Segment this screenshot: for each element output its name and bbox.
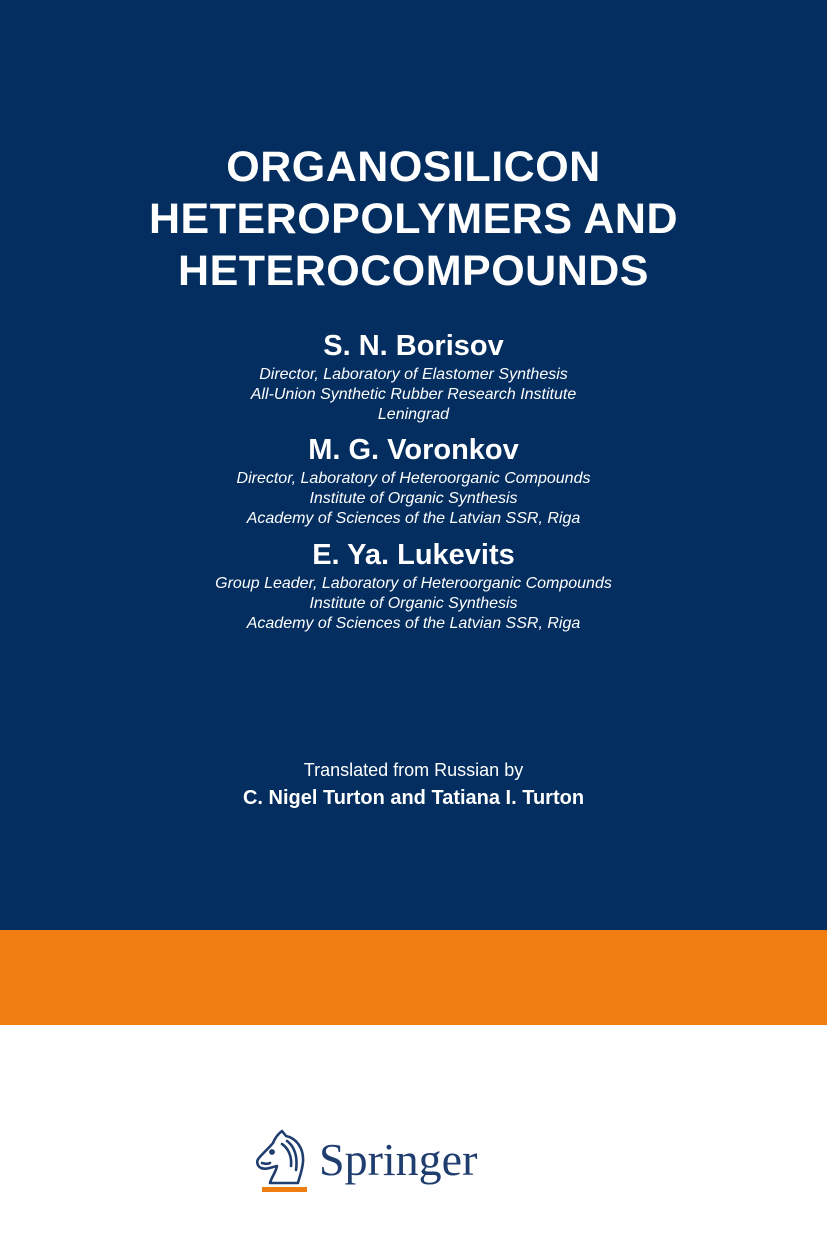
title-line: ORGANOSILICON — [226, 143, 601, 191]
author-affiliation-line: Director, Laboratory of Elastomer Synthesis — [259, 366, 568, 383]
author-affiliation-line: All-Union Synthetic Rubber Research Institute — [250, 386, 577, 403]
title-line: HETEROCOMPOUNDS — [178, 247, 649, 295]
author-block — [0, 432, 827, 529]
author-affiliation-line: Director, Laboratory of Heteroorganic Compounds — [236, 470, 591, 487]
author-name: E. Ya. Lukevits — [312, 539, 515, 571]
author-name: M. G. Voronkov — [308, 434, 519, 466]
author-affiliation-line: Group Leader, Laboratory of Heteroorganic Compounds — [215, 575, 612, 592]
author-affiliation-line: Academy of Sciences of the Latvian SSR, Riga — [246, 510, 581, 527]
publisher-name: Springer — [319, 1134, 478, 1185]
translated-label: Translated from Russian by — [303, 760, 524, 780]
translation-credit — [0, 757, 827, 812]
springer-horse-head-icon — [252, 1126, 312, 1196]
springer-logo — [252, 1126, 512, 1196]
author-affiliation-line: Leningrad — [377, 406, 450, 423]
author-affiliation-line: Institute of Organic Synthesis — [309, 595, 518, 612]
author-name: S. N. Borisov — [323, 330, 504, 362]
author-affiliation-line: Academy of Sciences of the Latvian SSR, Riga — [246, 615, 581, 632]
translator-names: C. Nigel Turton and Tatiana I. Turton — [242, 787, 585, 809]
author-block — [0, 328, 827, 425]
title-line: HETEROPOLYMERS AND — [148, 195, 679, 243]
author-block — [0, 537, 827, 634]
book-title — [0, 141, 827, 297]
orange-band — [0, 930, 827, 1025]
author-affiliation-line: Institute of Organic Synthesis — [309, 490, 518, 507]
